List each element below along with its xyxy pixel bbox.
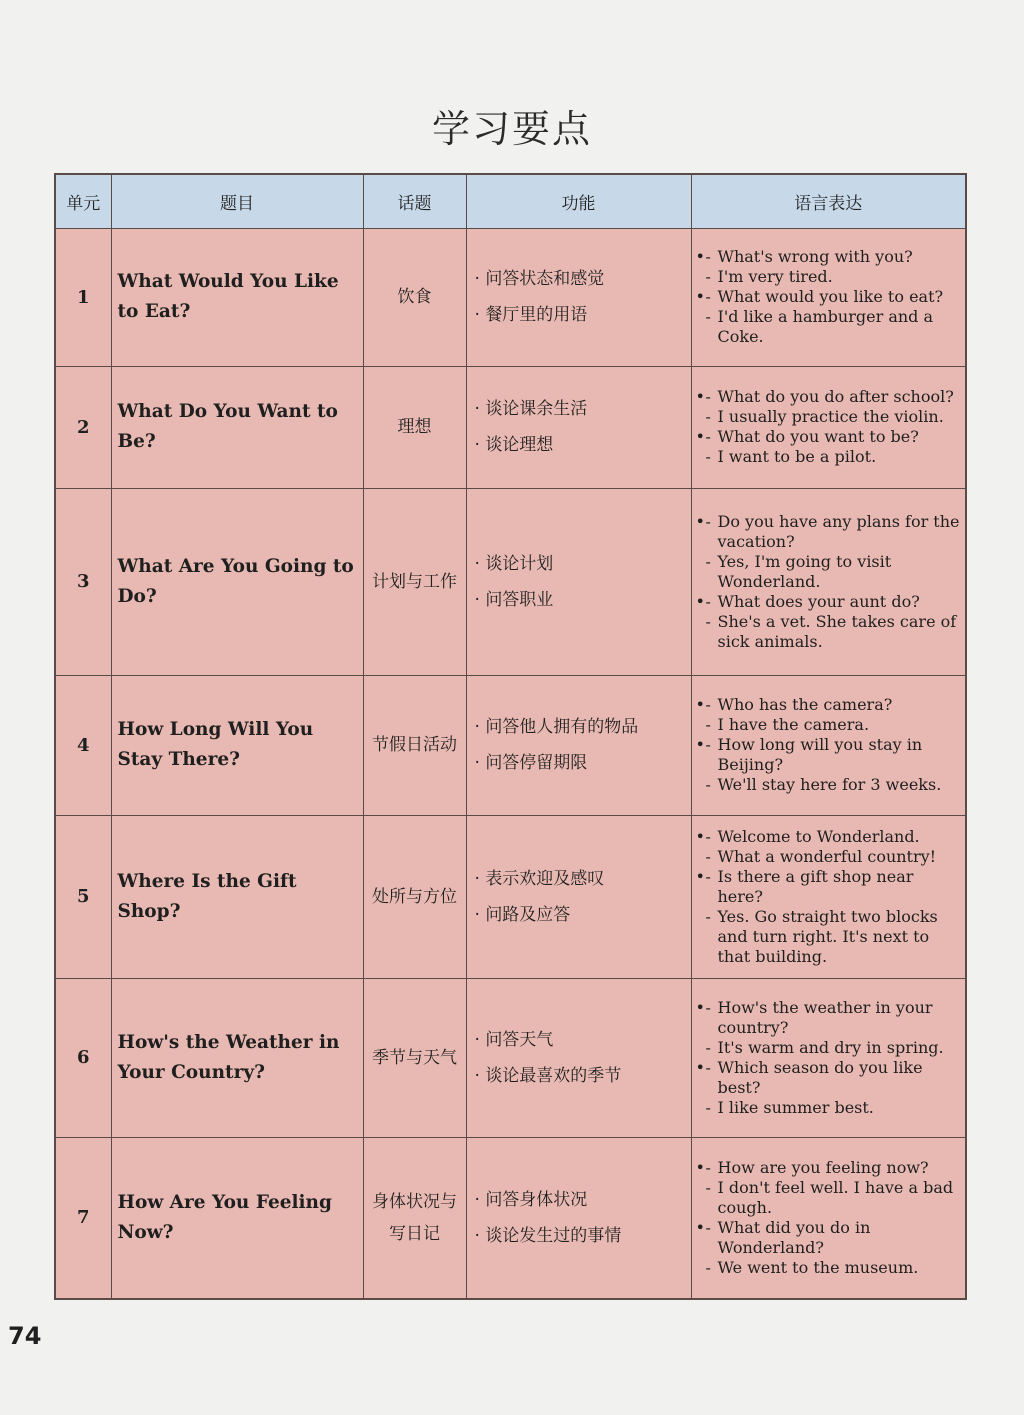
dash-mark: - <box>705 906 711 926</box>
dialogue-lines <box>706 247 964 287</box>
bullet-dot: • <box>695 387 705 406</box>
dialogue-line <box>706 427 964 447</box>
dialogue-exchange <box>696 867 964 967</box>
dialogue-text: What a wonderful country! <box>717 846 937 866</box>
header-function: 功能 <box>466 174 691 228</box>
dialogue-exchange <box>696 1158 964 1218</box>
dialogue-lines <box>706 695 964 735</box>
unit-expressions <box>691 815 966 978</box>
dash-mark: - <box>705 1257 711 1277</box>
dialogue-line <box>706 267 964 287</box>
dialogue-text: What does your aunt do? <box>717 591 920 611</box>
dialogue-text: I have the camera. <box>717 715 870 734</box>
function-item: · 谈论课余生活 <box>475 391 691 427</box>
dash-mark: - <box>705 511 711 531</box>
dash-mark: - <box>705 287 711 306</box>
dialogue-line <box>706 847 964 867</box>
dialogue-line <box>706 695 964 715</box>
unit-functions <box>466 675 691 815</box>
unit-expressions <box>691 488 966 675</box>
bullet-dot: • <box>695 427 705 446</box>
page-title: 学习要点 <box>431 107 592 151</box>
bullet-dot: • <box>695 591 705 611</box>
header-topic: 话题 <box>363 174 466 228</box>
dialogue-text: How are you feeling now? <box>717 1157 929 1177</box>
table-row <box>55 366 966 488</box>
bullet-dot: • <box>695 735 705 754</box>
table-row <box>55 228 966 366</box>
dialogue-text: I usually practice the violin. <box>717 407 944 426</box>
unit-title: What Do You Want to Be? <box>111 366 363 488</box>
function-item: · 表示欢迎及感叹 <box>475 861 691 897</box>
unit-title: How's the Weather in Your Country? <box>111 978 363 1137</box>
unit-functions <box>466 228 691 366</box>
dash-mark: - <box>705 1217 711 1237</box>
function-list <box>475 1022 691 1094</box>
dialogue-text: How long will you stay in Beijing? <box>717 735 923 774</box>
unit-expressions <box>691 1137 966 1299</box>
unit-expressions <box>691 978 966 1137</box>
unit-topic: 季节与天气 <box>363 978 466 1137</box>
unit-functions <box>466 366 691 488</box>
function-list <box>475 546 691 618</box>
function-item: · 问答状态和感觉 <box>475 261 691 297</box>
dialogue-lines <box>706 287 964 347</box>
dash-mark: - <box>705 247 711 266</box>
dialogue-lines <box>706 998 964 1058</box>
bullet-dot: • <box>695 866 705 886</box>
dialogue-line <box>706 1038 964 1058</box>
function-item: · 问路及应答 <box>475 897 691 933</box>
header-title: 题目 <box>111 174 363 228</box>
dialogue-exchange <box>696 427 964 467</box>
dialogue-text: Is there a gift shop near here? <box>717 866 914 906</box>
unit-title: Where Is the Gift Shop? <box>111 815 363 978</box>
bullet-dot: • <box>695 695 705 714</box>
dash-mark: - <box>705 611 711 631</box>
dialogue-text: It's warm and dry in spring. <box>717 1037 944 1057</box>
dash-mark: - <box>705 1177 711 1197</box>
dialogue-text: What do you want to be? <box>717 427 919 446</box>
dialogue-lines <box>706 867 964 967</box>
dialogue-line <box>706 387 964 407</box>
dash-mark: - <box>705 1097 711 1117</box>
unit-functions <box>466 488 691 675</box>
dialogue-line <box>706 775 964 795</box>
bullet-dot: • <box>695 247 705 266</box>
dialogue-text: Yes, I'm going to visit Wonderland. <box>717 551 892 591</box>
dash-mark: - <box>705 826 711 846</box>
dialogue-exchange <box>696 592 964 652</box>
dialogue-text: I don't feel well. I have a bad cough. <box>717 1177 954 1217</box>
dialogue-text: Do you have any plans for the vacation? <box>717 511 960 551</box>
dialogue-line <box>706 512 964 552</box>
dialogue-exchange <box>696 287 964 347</box>
dialogue-line <box>706 1158 964 1178</box>
unit-topic: 身体状况与写日记 <box>363 1137 466 1299</box>
dialogue-text: She's a vet. She takes care of sick animals. <box>717 611 957 651</box>
dialogue-line <box>706 1218 964 1258</box>
dialogue-lines <box>706 735 964 795</box>
unit-topic: 节假日活动 <box>363 675 466 815</box>
function-item: · 谈论发生过的事情 <box>475 1218 691 1254</box>
dialogue-line <box>706 612 964 652</box>
dialogue-line <box>706 907 964 967</box>
dialogue-text: Welcome to Wonderland. <box>717 826 920 846</box>
function-item: · 问答职业 <box>475 582 691 618</box>
function-list <box>475 391 691 463</box>
unit-expressions <box>691 228 966 366</box>
unit-title: What Are You Going to Do? <box>111 488 363 675</box>
unit-title: How Long Will You Stay There? <box>111 675 363 815</box>
unit-number: 5 <box>55 815 111 978</box>
dash-mark: - <box>705 427 711 446</box>
header-unit: 单元 <box>55 174 111 228</box>
function-list <box>475 1182 691 1254</box>
table-header-row <box>55 174 966 228</box>
dialogue-line <box>706 552 964 592</box>
dialogue-line <box>706 735 964 775</box>
dialogue-exchange <box>696 827 964 867</box>
function-item: · 餐厅里的用语 <box>475 297 691 333</box>
bullet-dot: • <box>695 1057 705 1077</box>
dialogue-text: How's the weather in your country? <box>717 997 933 1037</box>
dialogue-line <box>706 867 964 907</box>
dialogue-exchange <box>696 1218 964 1278</box>
function-item: · 谈论最喜欢的季节 <box>475 1058 691 1094</box>
dash-mark: - <box>705 267 711 286</box>
unit-title: How Are You Feeling Now? <box>111 1137 363 1299</box>
dialogue-line <box>706 1098 964 1118</box>
bullet-dot: • <box>695 997 705 1017</box>
dialogue-line <box>706 407 964 427</box>
dialogue-exchange <box>696 695 964 735</box>
bullet-dot: • <box>695 1157 705 1177</box>
dialogue-lines <box>706 1218 964 1278</box>
dialogue-text: I like summer best. <box>717 1097 874 1117</box>
dialogue-text: Who has the camera? <box>717 695 893 714</box>
function-item: · 谈论计划 <box>475 546 691 582</box>
dialogue-exchange <box>696 512 964 592</box>
function-list <box>475 709 691 781</box>
table-row <box>55 675 966 815</box>
unit-expressions <box>691 675 966 815</box>
dialogue-line <box>706 287 964 307</box>
dash-mark: - <box>705 1157 711 1177</box>
function-list <box>475 861 691 933</box>
unit-topic: 处所与方位 <box>363 815 466 978</box>
unit-number: 2 <box>55 366 111 488</box>
bullet-dot: • <box>695 826 705 846</box>
unit-number: 1 <box>55 228 111 366</box>
dialogue-text: I want to be a pilot. <box>717 447 877 466</box>
dialogue-text: Which season do you like best? <box>717 1057 923 1097</box>
dash-mark: - <box>705 447 711 466</box>
dialogue-lines <box>706 827 964 867</box>
dialogue-exchange <box>696 387 964 427</box>
function-item: · 问答天气 <box>475 1022 691 1058</box>
dash-mark: - <box>705 387 711 406</box>
unit-number: 6 <box>55 978 111 1137</box>
function-item: · 问答停留期限 <box>475 745 691 781</box>
dash-mark: - <box>705 735 711 754</box>
dialogue-exchange <box>696 735 964 795</box>
unit-number: 3 <box>55 488 111 675</box>
dash-mark: - <box>705 695 711 714</box>
bullet-dot: • <box>695 287 705 306</box>
unit-topic: 饮食 <box>363 228 466 366</box>
table-row <box>55 488 966 675</box>
dialogue-line <box>706 592 964 612</box>
dialogue-lines <box>706 592 964 652</box>
function-item: · 谈论理想 <box>475 427 691 463</box>
page-number: 74 <box>8 1322 42 1350</box>
dash-mark: - <box>705 715 711 734</box>
unit-functions <box>466 978 691 1137</box>
table-row <box>55 1137 966 1299</box>
dialogue-exchange <box>696 1058 964 1118</box>
dialogue-exchange <box>696 998 964 1058</box>
dialogue-text: Yes. Go straight two blocks and turn right. It's next to that building. <box>717 906 938 966</box>
learning-points-table <box>54 173 967 1300</box>
dash-mark: - <box>705 551 711 571</box>
unit-expressions <box>691 366 966 488</box>
dash-mark: - <box>705 1057 711 1077</box>
dialogue-line <box>706 247 964 267</box>
dialogue-lines <box>706 512 964 592</box>
dash-mark: - <box>705 1037 711 1057</box>
dialogue-line <box>706 1258 964 1278</box>
dialogue-lines <box>706 1058 964 1118</box>
dash-mark: - <box>705 407 711 426</box>
dialogue-text: I'm very tired. <box>717 267 833 286</box>
dash-mark: - <box>705 846 711 866</box>
unit-functions <box>466 1137 691 1299</box>
dialogue-text: We'll stay here for 3 weeks. <box>717 775 942 794</box>
function-list <box>475 261 691 333</box>
dash-mark: - <box>705 307 711 326</box>
unit-topic: 理想 <box>363 366 466 488</box>
dialogue-line <box>706 307 964 347</box>
dialogue-line <box>706 1058 964 1098</box>
dialogue-text: I'd like a hamburger and a Coke. <box>717 307 934 346</box>
dialogue-line <box>706 715 964 735</box>
unit-number: 4 <box>55 675 111 815</box>
bullet-dot: • <box>695 1217 705 1237</box>
unit-number: 7 <box>55 1137 111 1299</box>
dash-mark: - <box>705 591 711 611</box>
dialogue-lines <box>706 427 964 467</box>
dash-mark: - <box>705 866 711 886</box>
dialogue-line <box>706 998 964 1038</box>
dialogue-line <box>706 827 964 847</box>
dialogue-text: What's wrong with you? <box>717 247 913 266</box>
dialogue-exchange <box>696 247 964 287</box>
unit-functions <box>466 815 691 978</box>
dialogue-line <box>706 447 964 467</box>
table-row <box>55 978 966 1137</box>
function-item: · 问答身体状况 <box>475 1182 691 1218</box>
table-row <box>55 815 966 978</box>
dash-mark: - <box>705 997 711 1017</box>
dialogue-text: We went to the museum. <box>717 1257 919 1277</box>
dialogue-lines <box>706 1158 964 1218</box>
bullet-dot: • <box>695 511 705 531</box>
dialogue-lines <box>706 387 964 427</box>
unit-title: What Would You Like to Eat? <box>111 228 363 366</box>
unit-topic: 计划与工作 <box>363 488 466 675</box>
header-expression: 语言表达 <box>691 174 966 228</box>
dialogue-text: What do you do after school? <box>717 387 954 406</box>
dash-mark: - <box>705 775 711 794</box>
dialogue-text: What would you like to eat? <box>717 287 944 306</box>
function-item: · 问答他人拥有的物品 <box>475 709 691 745</box>
dialogue-text: What did you do in Wonderland? <box>717 1217 871 1257</box>
dialogue-line <box>706 1178 964 1218</box>
